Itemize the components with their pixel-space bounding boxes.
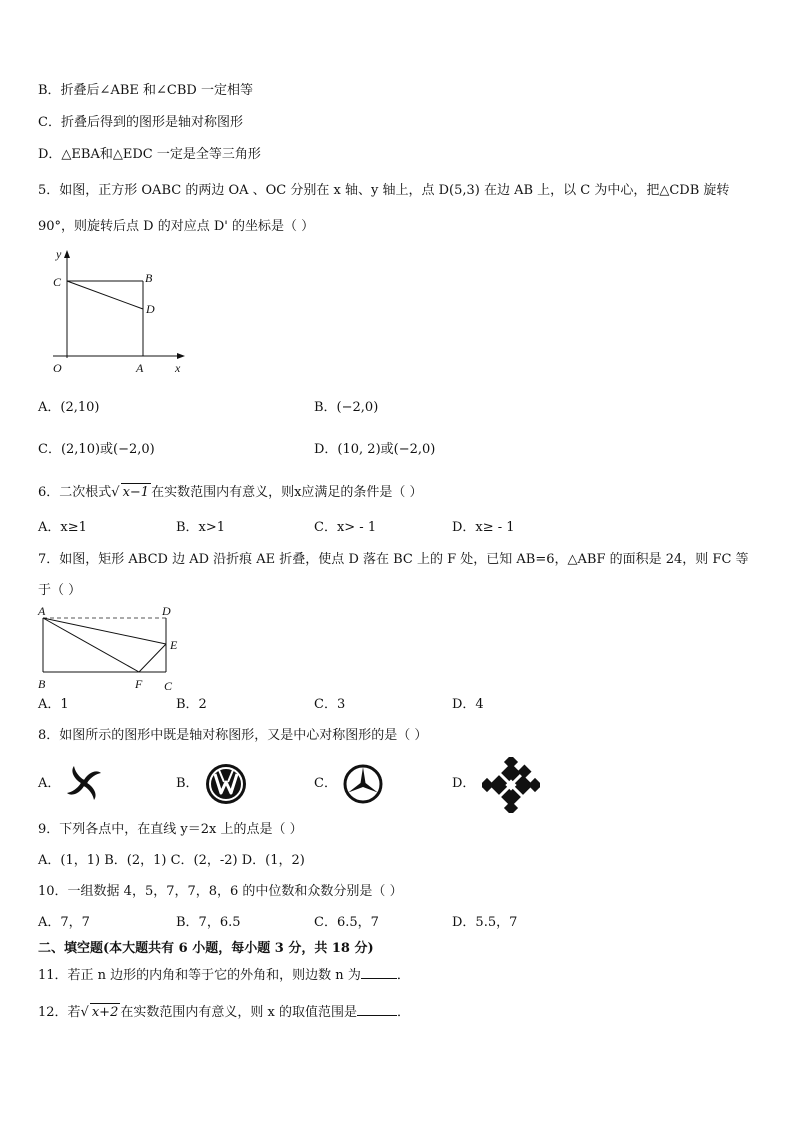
q6-option-c: C．x> - 1 [314,520,377,535]
q5-option-c: C．(2,10)或(−2,0) [38,442,155,457]
q11-stem-post: ． [396,968,410,983]
vw-emblem-icon [204,762,248,806]
q6-stem-post: 在实数范围内有意义，则x应满足的条件是（ ） [151,485,423,500]
q7-label-b: B [38,677,46,691]
q7-label-a: A [38,604,46,618]
q7-option-b: B．2 [176,697,207,712]
q7-segment-af [43,618,139,672]
section-2-heading: 二、填空题(本大题共有 6 小题，每小题 3 分，共 18 分) [38,941,374,956]
q8-option-d: D． [452,776,476,791]
q6-option-d: D．x≥ - 1 [452,520,515,535]
q7-segment-fe [139,644,166,672]
three-point-star-emblem-icon [342,764,384,804]
q10-option-d: D．5.5，7 [452,915,518,930]
q8-stem: 8．如图所示的图形中既是轴对称图形，又是中心对称图形的是（ ） [38,728,428,743]
q5-segment-cd [67,281,143,309]
q7-option-a: A．1 [38,697,69,712]
q6-stem-pre: 6．二次根式 [38,485,112,500]
q4-option-b: B．折叠后∠ABE 和∠CBD 一定相等 [38,83,253,98]
q11-stem [38,966,410,985]
q5-option-a: A．(2,10) [38,400,100,415]
q12-stem-end: ． [396,1005,410,1020]
q10-option-b: B．7，6.5 [176,915,241,930]
pinwheel-icon [64,763,104,803]
q9-options: A．(1，1) B．(2，1) C．(2，-2) D．(1，2) [38,853,305,868]
sqrt-sign: √ [111,485,120,500]
q5-label-x: x [175,361,181,375]
q5-label-b: B [145,271,153,285]
q5-label-y: y [56,247,62,261]
q8-option-b: B． [176,776,199,791]
q10-stem: 10．一组数据 4，5，7，7，8，6 的中位数和众数分别是（ ） [38,884,403,899]
q7-label-c: C [164,679,173,692]
q6-option-b: B．x>1 [176,520,226,535]
q8-option-c: C． [314,776,337,791]
q5-stem-line1: 5．如图，正方形 OABC 的两边 OA 、OC 分别在 x 轴、y 轴上，点 D(5,3) 在边 AB 上，以 C 为中心，把△CDB 旋转 [38,183,730,198]
q5-option-d: D．(10, 2)或(−2,0) [314,442,436,457]
q9-stem: 9．下列各点中，在直线 y＝2x 上的点是（ ） [38,822,303,837]
q8-option-a: A． [38,776,61,791]
q6-stem [38,483,423,502]
diamond-cross-pattern-icon [482,757,540,813]
q12-stem-pre: 12．若 [38,1005,81,1020]
q5-stem-line2: 90°，则旋转后点 D 的对应点 D' 的坐标是（ ） [38,219,315,234]
q7-label-d: D [162,604,171,618]
q5-x-arrow [177,353,185,359]
q7-stem-line2: 于（ ） [38,583,82,598]
q10-option-a: A．7，7 [38,915,90,930]
q6-option-a: A．x≥1 [38,520,87,535]
q6-radicand: x−1 [122,485,150,500]
q11-stem-pre: 11．若正 n 边形的内角和等于它的外角和，则边数 n 为 [38,968,361,983]
q7-label-e: E [170,638,178,652]
q12-stem [38,1003,410,1022]
q5-label-a: A [136,361,144,375]
q5-option-b: B．(−2,0) [314,400,379,415]
q12-answer-blank [357,1003,397,1016]
q7-figure [34,604,184,692]
q5-label-o: O [53,361,62,375]
q7-fold-ae [43,618,166,644]
q5-y-arrow [64,250,70,258]
q4-option-d: D．△EBA和△EDC 一定是全等三角形 [38,147,261,162]
q5-label-d: D [146,302,155,316]
q10-option-c: C．6.5，7 [314,915,379,930]
q7-option-d: D．4 [452,697,484,712]
q7-label-f: F [135,677,143,691]
q12-stem-post: 在实数范围内有意义，则 x 的取值范围是 [120,1005,357,1020]
q12-radicand: x+2 [91,1005,119,1020]
q5-label-c: C [53,275,62,289]
q11-answer-blank [361,966,397,979]
q7-stem-line1: 7．如图，矩形 ABCD 边 AD 沿折痕 AE 折叠，使点 D 落在 BC 上的 F 处，已知 AB=6，△ABF 的面积是 24，则 FC 等 [38,552,749,567]
q5-figure [45,246,195,378]
q4-option-c: C．折叠后得到的图形是轴对称图形 [38,115,243,130]
q7-option-c: C．3 [314,697,346,712]
sqrt-sign: √ [80,1005,89,1020]
